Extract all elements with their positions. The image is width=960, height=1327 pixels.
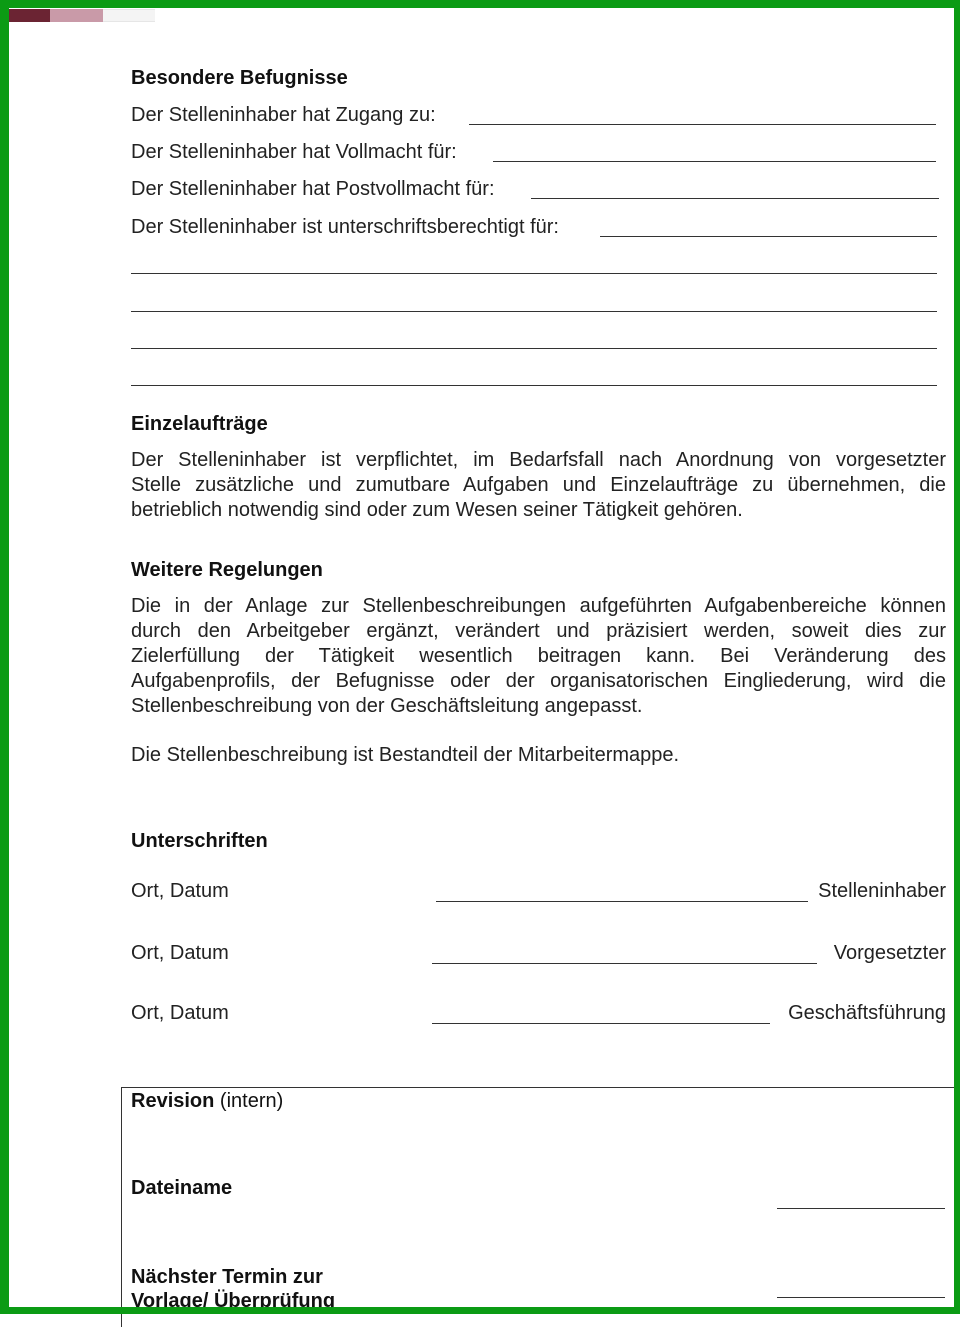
swatch-dark-red (9, 9, 50, 22)
postvollmacht-label: Der Stelleninhaber hat Postvollmacht für: (131, 178, 495, 200)
zugang-field[interactable] (469, 124, 936, 125)
color-swatches (9, 9, 155, 22)
termin-line: Nächster Termin zur (131, 1266, 323, 1288)
revision-title: Revision (131, 1090, 215, 1112)
signature-line-vorgesetzter[interactable] (432, 963, 817, 964)
termin-field[interactable] (777, 1297, 945, 1298)
befugnisse-extra-line[interactable] (131, 385, 937, 386)
einzelauftraege-paragraph (131, 448, 946, 523)
befugnisse-extra-line[interactable] (131, 311, 937, 312)
unterschriften-heading: Unterschriften (131, 830, 268, 852)
vollmacht-field[interactable] (493, 161, 936, 162)
einzelauftraege-heading: Einzelaufträge (131, 413, 268, 435)
role-geschaeftsfuehrung: Geschäftsführung (788, 1002, 946, 1024)
befugnisse-extra-line[interactable] (131, 273, 937, 274)
unterschrift-field[interactable] (600, 236, 937, 237)
regelungen-heading: Weitere Regelungen (131, 559, 323, 581)
signature-line-stelleninhaber[interactable] (436, 901, 808, 902)
paragraph-line: Die in der Anlage zur Stellenbeschreibungen aufgeführten Aufgabenbereiche können (131, 595, 946, 617)
paragraph-line: Aufgabenprofils, der Befugnisse oder der organisatorischen Eingliederung, wird die (131, 670, 946, 692)
ort-datum-label: Ort, Datum (131, 880, 229, 902)
revision-suffix: (intern) (219, 1090, 284, 1112)
termin-line: Vorlage/ Überprüfung (131, 1290, 336, 1312)
paragraph-line: Stelle zusätzliche und zumutbare Aufgaben und Einzelaufträge zu übernehmen, die (131, 474, 946, 496)
mitarbeitermappe-note: Die Stellenbeschreibung ist Bestandteil der Mitarbeitermappe. (131, 744, 680, 766)
ort-datum-label: Ort, Datum (131, 1002, 229, 1024)
vollmacht-label: Der Stelleninhaber hat Vollmacht für: (131, 141, 457, 163)
ort-datum-label: Ort, Datum (131, 942, 229, 964)
befugnisse-heading: Besondere Befugnisse (131, 67, 348, 89)
paragraph-line: Stellenbeschreibung von der Geschäftsleitung angepasst. (131, 695, 643, 717)
revision-heading (131, 1090, 283, 1113)
paragraph-line: Der Stelleninhaber ist verpflichtet, im Bedarfsfall nach Anordnung von vorgesetzter (131, 449, 946, 471)
befugnisse-extra-line[interactable] (131, 348, 937, 349)
swatch-light (103, 9, 155, 22)
unterschrift-label: Der Stelleninhaber ist unterschriftsberechtigt für: (131, 216, 559, 238)
role-vorgesetzter: Vorgesetzter (833, 942, 946, 964)
paragraph-line: Zielerfüllung der Tätigkeit wesentlich beitragen kann. Bei Veränderung des (131, 645, 946, 667)
termin-label (131, 1265, 335, 1313)
regelungen-paragraph (131, 594, 946, 719)
dateiname-label: Dateiname (131, 1177, 233, 1199)
paragraph-line: durch den Arbeitgeber ergänzt, verändert und präzisiert werden, soweit dies zur (131, 620, 946, 642)
dateiname-field[interactable] (777, 1208, 945, 1209)
zugang-label: Der Stelleninhaber hat Zugang zu: (131, 104, 436, 126)
swatch-pink (50, 9, 103, 22)
signature-line-geschaeftsfuehrung[interactable] (432, 1023, 770, 1024)
role-stelleninhaber: Stelleninhaber (818, 880, 946, 902)
postvollmacht-field[interactable] (531, 198, 939, 199)
paragraph-line: betrieblich notwendig sind oder zum Wesen seiner Tätigkeit gehören. (131, 499, 743, 521)
